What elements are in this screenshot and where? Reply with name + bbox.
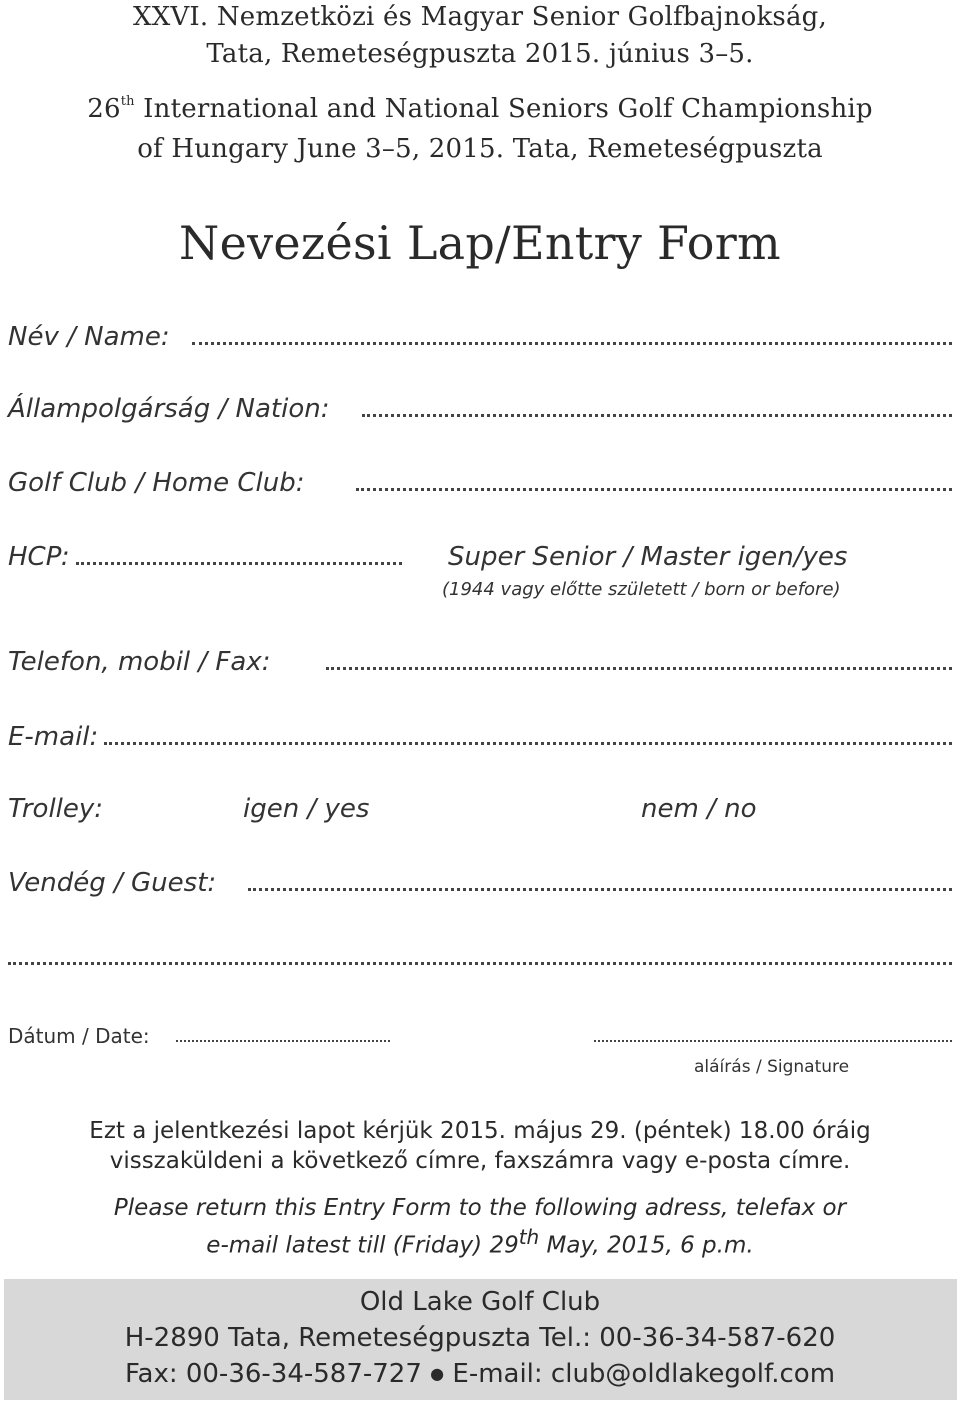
- hcp-field[interactable]: [76, 562, 402, 565]
- name-field[interactable]: [192, 342, 952, 345]
- instructions-hu-line1: Ezt a jelentkezési lapot kérjük 2015. május 29. (péntek) 18.00 óráig: [89, 1118, 871, 1144]
- trolley-label: Trolley:: [8, 794, 104, 824]
- header-en-line2: of Hungary June 3–5, 2015. Tata, Remeteségpuszta: [137, 134, 823, 164]
- instructions-en-line2-b: May, 2015, 6 p.m.: [539, 1232, 754, 1259]
- club-field[interactable]: [356, 488, 952, 491]
- trolley-yes-option[interactable]: igen / yes: [243, 794, 370, 824]
- contact-address: H-2890 Tata, Remeteségpuszta Tel.: 00-36-34-587-620: [124, 1323, 836, 1353]
- signature-field[interactable]: [594, 1040, 952, 1042]
- super-senior-note: (1944 vagy előtte született / born or before): [442, 579, 841, 600]
- nation-label: Állampolgárság / Nation:: [8, 394, 330, 424]
- header-en-sup: th: [120, 94, 135, 109]
- header-en-line1-rest: International and National Seniors Golf Championship: [134, 94, 873, 124]
- contact-fax-email: [0, 1359, 960, 1389]
- page-title: Nevezési Lap/Entry Form: [179, 216, 781, 270]
- guest-field-extra-line[interactable]: [8, 962, 952, 965]
- instructions-en-line2: [0, 1225, 960, 1259]
- instructions-en-line1: Please return this Entry Form to the following adress, telefax or: [113, 1195, 847, 1221]
- phone-label: Telefon, mobil / Fax:: [8, 647, 271, 677]
- header-hu-line2: Tata, Remeteségpuszta 2015. június 3–5.: [206, 39, 754, 69]
- header-en-line1: [0, 94, 960, 124]
- name-label: Név / Name:: [8, 322, 170, 352]
- instructions-en-line2-a: e-mail latest till (Friday) 29: [206, 1232, 519, 1259]
- date-label: Dátum / Date:: [8, 1024, 150, 1048]
- guest-label: Vendég / Guest:: [8, 868, 217, 898]
- signature-label: aláírás / Signature: [694, 1057, 850, 1077]
- header-en-number: 26: [87, 94, 121, 124]
- email-field[interactable]: [104, 742, 952, 745]
- instructions-en-line2-sup: th: [518, 1225, 540, 1249]
- contact-club-name: Old Lake Golf Club: [359, 1287, 601, 1317]
- instructions-hu-line2: visszaküldeni a következő címre, faxszámra vagy e-posta címre.: [109, 1148, 851, 1174]
- nation-field[interactable]: [362, 414, 952, 417]
- date-field[interactable]: [176, 1040, 390, 1042]
- club-label: Golf Club / Home Club:: [8, 468, 305, 498]
- bullet-icon: ●: [430, 1364, 445, 1383]
- phone-field[interactable]: [326, 667, 952, 670]
- guest-field[interactable]: [248, 888, 952, 891]
- hcp-label: HCP:: [8, 542, 70, 572]
- email-label: E-mail:: [8, 722, 99, 752]
- trolley-no-option[interactable]: nem / no: [641, 794, 757, 824]
- header-hu-line1: XXVI. Nemzetközi és Magyar Senior Golfbajnokság,: [133, 2, 827, 32]
- contact-email[interactable]: E-mail: club@oldlakegolf.com: [452, 1359, 836, 1389]
- contact-fax: Fax: 00-36-34-587-727: [124, 1359, 422, 1389]
- super-senior-label: Super Senior / Master igen/yes: [448, 542, 848, 572]
